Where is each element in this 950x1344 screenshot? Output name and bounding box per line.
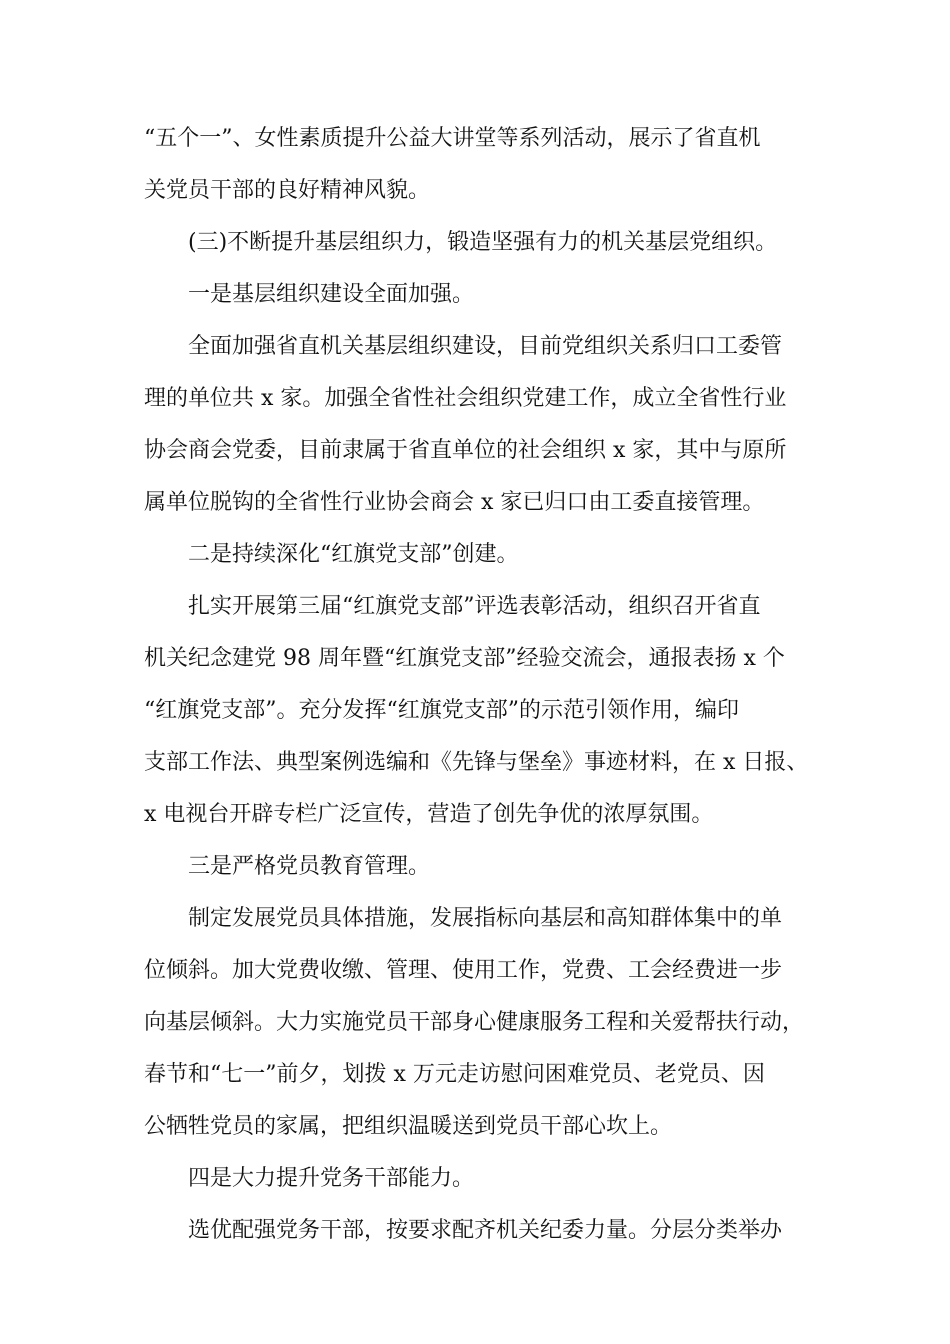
text-line: 扎实开展第三届“红旗党支部”评选表彰活动，组织召开省直 [144,594,761,619]
text-line: “五个一”、女性素质提升公益大讲堂等系列活动，展示了省直机 [144,126,761,151]
text-line: 机关纪念建党 98 周年暨“红旗党支部”经验交流会，通报表扬 x 个 [144,646,785,671]
subsection-heading: 四是大力提升党务干部能力。 [144,1166,475,1191]
text-line: 全面加强省直机关基层组织建设，目前党组织关系归口工委管 [144,334,783,359]
text-line: 选优配强党务干部，按要求配齐机关纪委力量。分层分类举办 [144,1218,783,1243]
text-line: “红旗党支部”。充分发挥“红旗党支部”的示范引领作用，编印 [144,698,739,723]
text-line: 属单位脱钩的全省性行业协会商会 x 家已归口由工委直接管理。 [144,490,765,515]
subsection-heading: 二是持续深化“红旗党支部”创建。 [144,542,519,567]
text-line: 支部工作法、典型案例选编和《先锋与堡垒》事迹材料，在 x 日报、 [144,750,809,775]
section-heading: (三)不断提升基层组织力，锻造坚强有力的机关基层党组织。 [144,230,778,255]
text-line: 协会商会党委，目前隶属于省直单位的社会组织 x 家，其中与原所 [144,438,787,463]
text-line: 向基层倾斜。大力实施党员干部身心健康服务工程和关爱帮扶行动， [144,1010,805,1035]
subsection-heading: 一是基层组织建设全面加强。 [144,282,475,307]
text-line: 公牺牲党员的家属，把组织温暖送到党员干部心坎上。 [144,1114,673,1139]
subsection-heading: 三是严格党员教育管理。 [144,854,431,879]
text-line: 位倾斜。加大党费收缴、管理、使用工作，党费、工会经费进一步 [144,958,783,983]
text-line: 制定发展党员具体措施，发展指标向基层和高知群体集中的单 [144,906,783,931]
text-line: 春节和“七一”前夕，划拨 x 万元走访慰问困难党员、老党员、因 [144,1062,765,1087]
text-line: 理的单位共 x 家。加强全省性社会组织党建工作，成立全省性行业 [144,386,787,411]
text-line: 关党员干部的良好精神风貌。 [144,178,431,203]
text-line: x 电视台开辟专栏广泛宣传，营造了创先争优的浓厚氛围。 [144,802,714,827]
